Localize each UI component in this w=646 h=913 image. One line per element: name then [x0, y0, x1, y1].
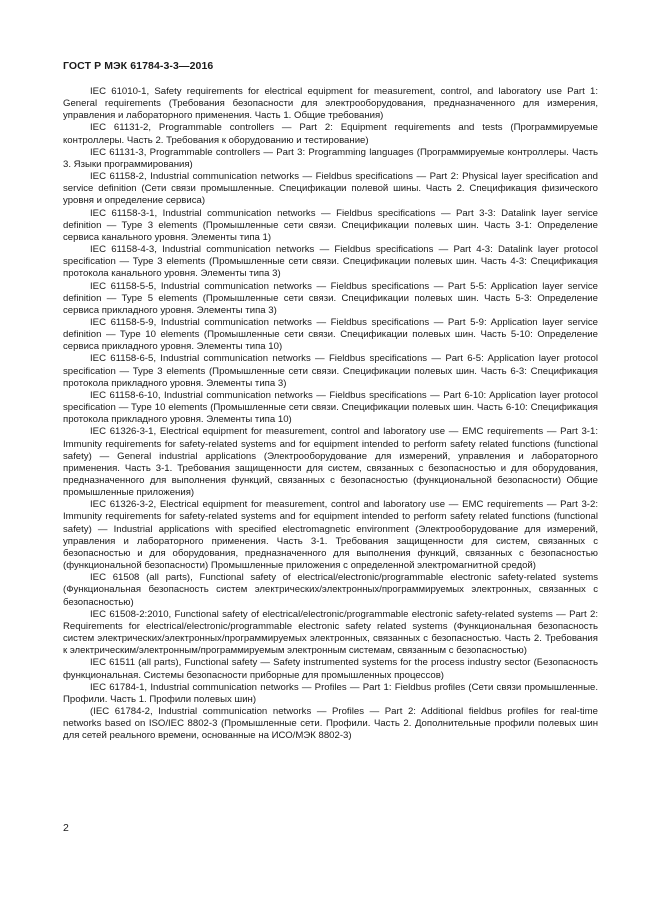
- reference-entry: IEC 61511 (all parts), Functional safety — Safety instrumented systems for the process industry sector (Безопасность функциональная. Системы безопасности приборные для промышленных процессов): [63, 657, 598, 681]
- reference-entry: IEC 61158-3-1, Industrial communication networks — Fieldbus specifications — Part 3-3: Datalink layer service definition — Type 3 elements (Промышленные сети связи. Спецификации полевых шин. Часть 3-1: Определение сервиса канального уровня. Элементы типа 1): [63, 207, 598, 243]
- reference-entry: (IEC 61784-2, Industrial communication networks — Profiles — Part 2: Additional fieldbus profiles for real-time networks based on ISO/IEC 8802-3 (Промышленные сети. Профили. Часть 2. Дополнительные профили полевых шин для сетей реального времени, основанные на ИСО/МЭК 8802-3): [63, 705, 598, 742]
- reference-entry: IEC 61784-1, Industrial communication networks — Profiles — Part 1: Fieldbus profiles (Сети связи промышленные. Профили. Часть 1. Профили полевых шин): [63, 681, 598, 705]
- references-list: [63, 86, 598, 742]
- reference-entry: IEC 61158-2, Industrial communication networks — Fieldbus specifications — Part 2: Physical layer specification and service definition (Сети связи промышленные. Спецификации полевой шины. Часть 2. Спецификация физического уровня и определение сервиса): [63, 171, 598, 207]
- reference-entry: IEC 61131-3, Programmable controllers — Part 3: Programming languages (Программируемые контроллеры. Часть 3. Языки программирования): [63, 146, 598, 170]
- reference-entry: IEC 61158-6-5, Industrial communication networks — Fieldbus specifications — Part 6-5: Application layer protocol specification — Type 3 elements (Промышленные сети связи. Спецификации полевых шин. Часть 6-3: Спецификация протокола прикладного уровня. Элементы типа 3): [63, 353, 598, 389]
- reference-entry: IEC 61326-3-1, Electrical equipment for measurement, control and laboratory use — EMC requirements — Part 3-1: Immunity requirements for safety-related systems and for equipment intended to perform safety related functions (functional safety) — General industrial applications (Электрооборудование для измерений, управления и лабораторного применения. Часть 3-1. Требования защищенности для систем, связанных с безопасностью и для оборудования, предназначенного для выполнения функций, связанных с безопасностью (функциональной безопасности) Общие промышленные приложения): [63, 426, 598, 499]
- reference-entry: IEC 61158-6-10, Industrial communication networks — Fieldbus specifications — Part 6-10: Application layer protocol specification — Type 10 elements (Промышленные сети связи. Спецификации полевых шин. Часть 6-10: Спецификация протокола прикладного уровня. Элементы типа 10): [63, 389, 598, 426]
- reference-entry: IEC 61508 (all parts), Functional safety of electrical/electronic/programmable electronic safety-related systems (Функциональная безопасность систем электрических/электронных/программируемых электронных, связанных с безопасностью): [63, 572, 598, 608]
- document-header: ГОСТ Р МЭК 61784-3-3—2016: [63, 60, 214, 72]
- reference-entry: IEC 61158-5-9, Industrial communication networks — Fieldbus specifications — Part 5-9: Application layer service definition — Type 10 elements (Промышленные сети связи. Спецификации полевых шин. Часть 5-10: Определение сервиса прикладного уровня. Элементы типа 10): [63, 316, 598, 353]
- page-number: 2: [63, 822, 69, 834]
- reference-entry: IEC 61010-1, Safety requirements for electrical equipment for measurement, control, and laboratory use Part 1: General requirements (Требования безопасности для электрооборудования, предназначенного для измерения, управления и лабораторного применения. Часть 1. Общие требования): [63, 86, 598, 122]
- reference-entry: IEC 61131-2, Programmable controllers — Part 2: Equipment requirements and tests (Программируемые контроллеры. Часть 2. Требования к оборудованию и тестирование): [63, 122, 598, 146]
- reference-entry: IEC 61158-5-5, Industrial communication networks — Fieldbus specifications — Part 5-5: Application layer service definition — Type 5 elements (Промышленные сети связи. Спецификации полевых шин. Часть 5-3: Определение сервиса прикладного уровня. Элементы типа 3): [63, 280, 598, 316]
- reference-entry: IEC 61326-3-2, Electrical equipment for measurement, control and laboratory use — EMC requirements — Part 3-2: Immunity requirements for safety-related systems and for equipment intended to perform safety related functions (functional safety) — Industrial applications with specified electromagnetic environment (Электрооборудование для измерений, управления и лабораторного применения. Часть 3-1. Требования защищенности для систем, связанных с безопасностью и для оборудования, предназначенного для выполнения функций, связанных с безопасностью (функциональной безопасности) Промышленные приложения с определенной электромагнитной средой): [63, 499, 598, 572]
- reference-entry: IEC 61158-4-3, Industrial communication networks — Fieldbus specifications — Part 4-3: Datalink layer protocol specification — Type 3 elements (Промышленные сети связи. Спецификации полевых шин. Часть 4-3: Спецификация протокола канального уровня. Элементы типа 3): [63, 244, 598, 280]
- reference-entry: IEC 61508-2:2010, Functional safety of electrical/electronic/programmable electronic safety-related systems — Part 2: Requirements for electrical/electronic/programmable electronic safety related systems (Функциональная безопасность систем электрических/электронных/программируемых электронных, связанных с безопасностью. Часть 2. Требования к электрическим/электронным/программируемым электронным системам, связанным с безопасностью): [63, 608, 598, 657]
